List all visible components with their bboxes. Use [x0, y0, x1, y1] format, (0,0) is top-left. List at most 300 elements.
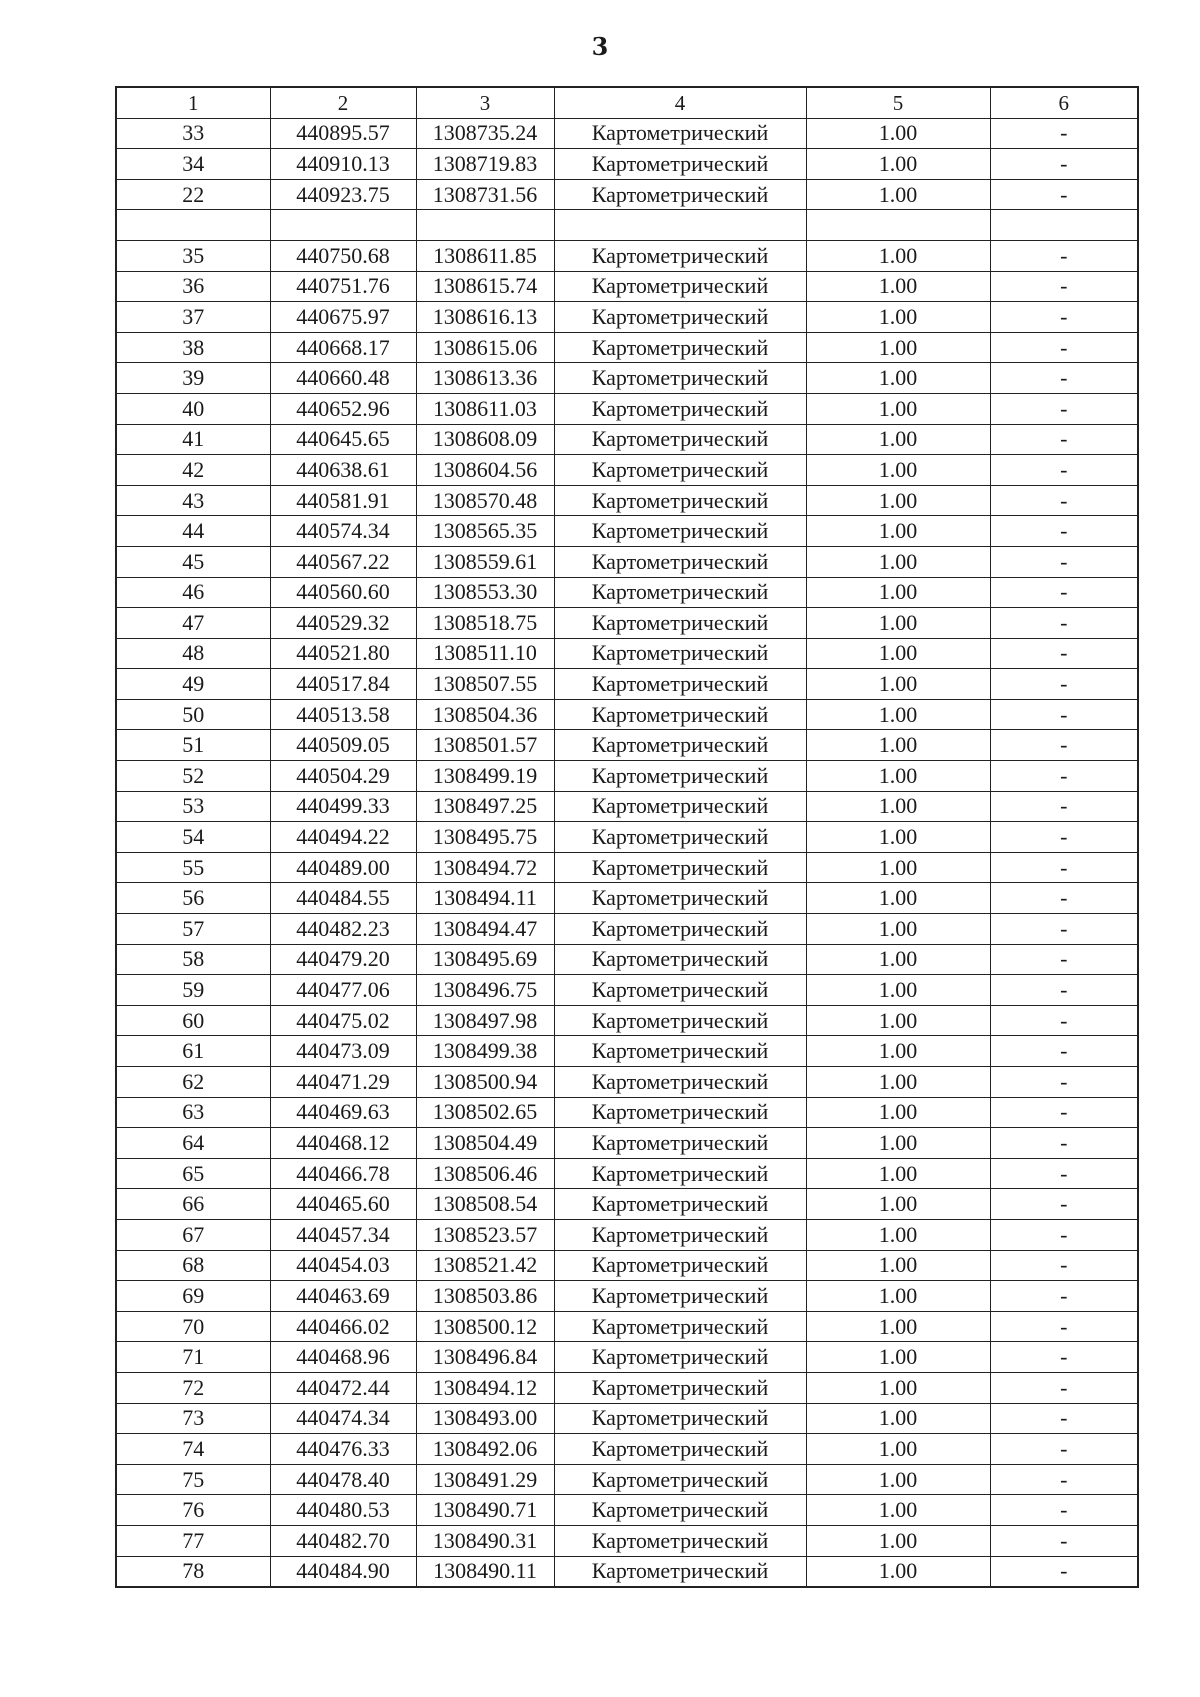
point-number-cell: 75	[116, 1464, 270, 1495]
point-number-cell: 70	[116, 1311, 270, 1342]
accuracy-cell: 1.00	[806, 638, 990, 669]
point-number-cell: 36	[116, 271, 270, 302]
x-coordinate-cell: 440463.69	[270, 1281, 416, 1312]
table-row	[116, 210, 1138, 241]
y-coordinate-cell: 1308735.24	[416, 118, 554, 149]
table-row	[116, 791, 1138, 822]
point-number-cell: 51	[116, 730, 270, 761]
table-row	[116, 1403, 1138, 1434]
x-coordinate-cell: 440751.76	[270, 271, 416, 302]
accuracy-cell: 1.00	[806, 1281, 990, 1312]
method-cell: Картометрический	[554, 608, 806, 639]
method-cell: Картометрический	[554, 1556, 806, 1587]
y-coordinate-cell: 1308490.71	[416, 1495, 554, 1526]
x-coordinate-cell: 440499.33	[270, 791, 416, 822]
accuracy-cell: 1.00	[806, 608, 990, 639]
table-row	[116, 1158, 1138, 1189]
method-cell: Картометрический	[554, 1464, 806, 1495]
accuracy-cell: 1.00	[806, 944, 990, 975]
method-cell: Картометрический	[554, 424, 806, 455]
accuracy-cell: 1.00	[806, 118, 990, 149]
column-header-3: 3	[416, 87, 554, 118]
point-number-cell: 39	[116, 363, 270, 394]
x-coordinate-cell: 440517.84	[270, 669, 416, 700]
y-coordinate-cell: 1308507.55	[416, 669, 554, 700]
method-cell: Картометрический	[554, 1005, 806, 1036]
table-row	[116, 883, 1138, 914]
method-cell: Картометрический	[554, 852, 806, 883]
method-cell: Картометрический	[554, 791, 806, 822]
y-coordinate-cell: 1308497.25	[416, 791, 554, 822]
accuracy-cell: 1.00	[806, 1372, 990, 1403]
accuracy-cell: 1.00	[806, 1189, 990, 1220]
method-cell: Картометрический	[554, 1525, 806, 1556]
x-coordinate-cell: 440471.29	[270, 1067, 416, 1098]
point-number-cell: 41	[116, 424, 270, 455]
description-cell: -	[990, 1128, 1138, 1159]
table-row	[116, 699, 1138, 730]
method-cell	[554, 210, 806, 241]
x-coordinate-cell: 440529.32	[270, 608, 416, 639]
point-number-cell: 35	[116, 240, 270, 271]
point-number-cell: 55	[116, 852, 270, 883]
y-coordinate-cell: 1308719.83	[416, 149, 554, 180]
accuracy-cell: 1.00	[806, 149, 990, 180]
point-number-cell: 69	[116, 1281, 270, 1312]
description-cell: -	[990, 1525, 1138, 1556]
description-cell: -	[990, 577, 1138, 608]
x-coordinate-cell: 440475.02	[270, 1005, 416, 1036]
description-cell: -	[990, 240, 1138, 271]
table-row	[116, 240, 1138, 271]
description-cell: -	[990, 1464, 1138, 1495]
y-coordinate-cell	[416, 210, 554, 241]
point-number-cell: 48	[116, 638, 270, 669]
description-cell: -	[990, 791, 1138, 822]
method-cell: Картометрический	[554, 1219, 806, 1250]
table-row	[116, 516, 1138, 547]
y-coordinate-cell: 1308506.46	[416, 1158, 554, 1189]
x-coordinate-cell: 440494.22	[270, 822, 416, 853]
table-row	[116, 1434, 1138, 1465]
accuracy-cell: 1.00	[806, 1097, 990, 1128]
table-row	[116, 393, 1138, 424]
x-coordinate-cell: 440923.75	[270, 179, 416, 210]
column-header-5: 5	[806, 87, 990, 118]
accuracy-cell: 1.00	[806, 1036, 990, 1067]
x-coordinate-cell: 440473.09	[270, 1036, 416, 1067]
description-cell: -	[990, 699, 1138, 730]
x-coordinate-cell: 440480.53	[270, 1495, 416, 1526]
accuracy-cell: 1.00	[806, 852, 990, 883]
table-row	[116, 638, 1138, 669]
column-header-2: 2	[270, 87, 416, 118]
point-number-cell: 67	[116, 1219, 270, 1250]
table-row	[116, 975, 1138, 1006]
y-coordinate-cell: 1308494.47	[416, 914, 554, 945]
y-coordinate-cell: 1308503.86	[416, 1281, 554, 1312]
x-coordinate-cell: 440567.22	[270, 546, 416, 577]
description-cell: -	[990, 822, 1138, 853]
x-coordinate-cell: 440479.20	[270, 944, 416, 975]
point-number-cell: 65	[116, 1158, 270, 1189]
description-cell: -	[990, 608, 1138, 639]
table-row	[116, 149, 1138, 180]
method-cell: Картометрический	[554, 1281, 806, 1312]
accuracy-cell: 1.00	[806, 1495, 990, 1526]
method-cell: Картометрический	[554, 883, 806, 914]
y-coordinate-cell: 1308490.11	[416, 1556, 554, 1587]
description-cell: -	[990, 455, 1138, 486]
table-row	[116, 1556, 1138, 1587]
y-coordinate-cell: 1308616.13	[416, 302, 554, 333]
page-number: 3	[591, 32, 609, 61]
table-row	[116, 577, 1138, 608]
table-row	[116, 1067, 1138, 1098]
x-coordinate-cell: 440474.34	[270, 1403, 416, 1434]
method-cell: Картометрический	[554, 699, 806, 730]
column-header-6: 6	[990, 87, 1138, 118]
x-coordinate-cell: 440750.68	[270, 240, 416, 271]
description-cell: -	[990, 638, 1138, 669]
method-cell: Картометрический	[554, 149, 806, 180]
accuracy-cell: 1.00	[806, 1158, 990, 1189]
description-cell: -	[990, 1342, 1138, 1373]
table-row	[116, 1281, 1138, 1312]
x-coordinate-cell	[270, 210, 416, 241]
point-number-cell: 68	[116, 1250, 270, 1281]
y-coordinate-cell: 1308611.03	[416, 393, 554, 424]
point-number-cell: 49	[116, 669, 270, 700]
method-cell: Картометрический	[554, 975, 806, 1006]
point-number-cell: 53	[116, 791, 270, 822]
y-coordinate-cell: 1308495.75	[416, 822, 554, 853]
table-row	[116, 363, 1138, 394]
description-cell: -	[990, 393, 1138, 424]
x-coordinate-cell: 440660.48	[270, 363, 416, 394]
point-number-cell: 78	[116, 1556, 270, 1587]
y-coordinate-cell: 1308615.06	[416, 332, 554, 363]
x-coordinate-cell: 440468.12	[270, 1128, 416, 1159]
accuracy-cell: 1.00	[806, 455, 990, 486]
description-cell: -	[990, 883, 1138, 914]
accuracy-cell	[806, 210, 990, 241]
table-row	[116, 179, 1138, 210]
method-cell: Картометрический	[554, 1097, 806, 1128]
description-cell	[990, 210, 1138, 241]
description-cell: -	[990, 669, 1138, 700]
description-cell: -	[990, 149, 1138, 180]
x-coordinate-cell: 440468.96	[270, 1342, 416, 1373]
table-row	[116, 1525, 1138, 1556]
table-row	[116, 761, 1138, 792]
x-coordinate-cell: 440675.97	[270, 302, 416, 333]
method-cell: Картометрический	[554, 1403, 806, 1434]
y-coordinate-cell: 1308731.56	[416, 179, 554, 210]
method-cell: Картометрический	[554, 1036, 806, 1067]
description-cell: -	[990, 1067, 1138, 1098]
table-row	[116, 1097, 1138, 1128]
y-coordinate-cell: 1308500.12	[416, 1311, 554, 1342]
y-coordinate-cell: 1308494.12	[416, 1372, 554, 1403]
table-row	[116, 1036, 1138, 1067]
y-coordinate-cell: 1308570.48	[416, 485, 554, 516]
x-coordinate-cell: 440476.33	[270, 1434, 416, 1465]
accuracy-cell: 1.00	[806, 822, 990, 853]
method-cell: Картометрический	[554, 332, 806, 363]
y-coordinate-cell: 1308502.65	[416, 1097, 554, 1128]
accuracy-cell: 1.00	[806, 332, 990, 363]
table-row	[116, 669, 1138, 700]
y-coordinate-cell: 1308496.84	[416, 1342, 554, 1373]
point-number-cell: 72	[116, 1372, 270, 1403]
x-coordinate-cell: 440457.34	[270, 1219, 416, 1250]
description-cell: -	[990, 1434, 1138, 1465]
description-cell: -	[990, 1495, 1138, 1526]
accuracy-cell: 1.00	[806, 914, 990, 945]
y-coordinate-cell: 1308521.42	[416, 1250, 554, 1281]
description-cell: -	[990, 1403, 1138, 1434]
point-number-cell: 71	[116, 1342, 270, 1373]
accuracy-cell: 1.00	[806, 883, 990, 914]
description-cell: -	[990, 1250, 1138, 1281]
accuracy-cell: 1.00	[806, 1525, 990, 1556]
accuracy-cell: 1.00	[806, 302, 990, 333]
accuracy-cell: 1.00	[806, 1311, 990, 1342]
method-cell: Картометрический	[554, 516, 806, 547]
description-cell: -	[990, 730, 1138, 761]
y-coordinate-cell: 1308523.57	[416, 1219, 554, 1250]
x-coordinate-cell: 440581.91	[270, 485, 416, 516]
description-cell: -	[990, 1097, 1138, 1128]
point-number-cell: 60	[116, 1005, 270, 1036]
point-number-cell: 47	[116, 608, 270, 639]
accuracy-cell: 1.00	[806, 577, 990, 608]
accuracy-cell: 1.00	[806, 1434, 990, 1465]
y-coordinate-cell: 1308500.94	[416, 1067, 554, 1098]
method-cell: Картометрический	[554, 1495, 806, 1526]
x-coordinate-cell: 440910.13	[270, 149, 416, 180]
y-coordinate-cell: 1308499.19	[416, 761, 554, 792]
description-cell: -	[990, 485, 1138, 516]
table-row	[116, 424, 1138, 455]
y-coordinate-cell: 1308611.85	[416, 240, 554, 271]
x-coordinate-cell: 440482.23	[270, 914, 416, 945]
description-cell: -	[990, 424, 1138, 455]
description-cell: -	[990, 852, 1138, 883]
accuracy-cell: 1.00	[806, 1556, 990, 1587]
table-row	[116, 1372, 1138, 1403]
accuracy-cell: 1.00	[806, 975, 990, 1006]
table-row	[116, 1128, 1138, 1159]
method-cell: Картометрический	[554, 455, 806, 486]
description-cell: -	[990, 332, 1138, 363]
description-cell: -	[990, 516, 1138, 547]
table-row	[116, 1005, 1138, 1036]
accuracy-cell: 1.00	[806, 240, 990, 271]
x-coordinate-cell: 440465.60	[270, 1189, 416, 1220]
accuracy-cell: 1.00	[806, 271, 990, 302]
x-coordinate-cell: 440652.96	[270, 393, 416, 424]
point-number-cell: 59	[116, 975, 270, 1006]
accuracy-cell: 1.00	[806, 1403, 990, 1434]
y-coordinate-cell: 1308493.00	[416, 1403, 554, 1434]
y-coordinate-cell: 1308565.35	[416, 516, 554, 547]
accuracy-cell: 1.00	[806, 1005, 990, 1036]
point-number-cell: 64	[116, 1128, 270, 1159]
accuracy-cell: 1.00	[806, 1342, 990, 1373]
description-cell: -	[990, 914, 1138, 945]
y-coordinate-cell: 1308494.11	[416, 883, 554, 914]
point-number-cell	[116, 210, 270, 241]
description-cell: -	[990, 118, 1138, 149]
x-coordinate-cell: 440560.60	[270, 577, 416, 608]
accuracy-cell: 1.00	[806, 669, 990, 700]
method-cell: Картометрический	[554, 1067, 806, 1098]
y-coordinate-cell: 1308501.57	[416, 730, 554, 761]
method-cell: Картометрический	[554, 1250, 806, 1281]
description-cell: -	[990, 363, 1138, 394]
point-number-cell: 33	[116, 118, 270, 149]
accuracy-cell: 1.00	[806, 1128, 990, 1159]
x-coordinate-cell: 440895.57	[270, 118, 416, 149]
method-cell: Картометрический	[554, 118, 806, 149]
y-coordinate-cell: 1308613.36	[416, 363, 554, 394]
y-coordinate-cell: 1308499.38	[416, 1036, 554, 1067]
x-coordinate-cell: 440466.78	[270, 1158, 416, 1189]
header-row	[116, 87, 1138, 118]
x-coordinate-cell: 440482.70	[270, 1525, 416, 1556]
point-number-cell: 44	[116, 516, 270, 547]
description-cell: -	[990, 1036, 1138, 1067]
table-row	[116, 118, 1138, 149]
accuracy-cell: 1.00	[806, 485, 990, 516]
description-cell: -	[990, 302, 1138, 333]
accuracy-cell: 1.00	[806, 1219, 990, 1250]
accuracy-cell: 1.00	[806, 730, 990, 761]
point-number-cell: 66	[116, 1189, 270, 1220]
point-number-cell: 43	[116, 485, 270, 516]
x-coordinate-cell: 440521.80	[270, 638, 416, 669]
table-row	[116, 1495, 1138, 1526]
table-row	[116, 944, 1138, 975]
y-coordinate-cell: 1308496.75	[416, 975, 554, 1006]
point-number-cell: 73	[116, 1403, 270, 1434]
method-cell: Картометрический	[554, 363, 806, 394]
y-coordinate-cell: 1308518.75	[416, 608, 554, 639]
x-coordinate-cell: 440645.65	[270, 424, 416, 455]
point-number-cell: 22	[116, 179, 270, 210]
table-row	[116, 546, 1138, 577]
method-cell: Картометрический	[554, 271, 806, 302]
method-cell: Картометрический	[554, 1311, 806, 1342]
x-coordinate-cell: 440504.29	[270, 761, 416, 792]
description-cell: -	[990, 546, 1138, 577]
table-row	[116, 1189, 1138, 1220]
y-coordinate-cell: 1308559.61	[416, 546, 554, 577]
column-header-1: 1	[116, 87, 270, 118]
table-row	[116, 1219, 1138, 1250]
method-cell: Картометрический	[554, 1189, 806, 1220]
description-cell: -	[990, 1311, 1138, 1342]
method-cell: Картометрический	[554, 822, 806, 853]
x-coordinate-cell: 440478.40	[270, 1464, 416, 1495]
x-coordinate-cell: 440469.63	[270, 1097, 416, 1128]
y-coordinate-cell: 1308504.36	[416, 699, 554, 730]
accuracy-cell: 1.00	[806, 1067, 990, 1098]
point-number-cell: 63	[116, 1097, 270, 1128]
point-number-cell: 54	[116, 822, 270, 853]
x-coordinate-cell: 440638.61	[270, 455, 416, 486]
method-cell: Картометрический	[554, 914, 806, 945]
method-cell: Картометрический	[554, 1434, 806, 1465]
method-cell: Картометрический	[554, 302, 806, 333]
accuracy-cell: 1.00	[806, 546, 990, 577]
y-coordinate-cell: 1308494.72	[416, 852, 554, 883]
y-coordinate-cell: 1308604.56	[416, 455, 554, 486]
point-number-cell: 62	[116, 1067, 270, 1098]
method-cell: Картометрический	[554, 944, 806, 975]
table-row	[116, 1250, 1138, 1281]
table-row	[116, 302, 1138, 333]
description-cell: -	[990, 1556, 1138, 1587]
description-cell: -	[990, 1372, 1138, 1403]
x-coordinate-cell: 440472.44	[270, 1372, 416, 1403]
accuracy-cell: 1.00	[806, 761, 990, 792]
accuracy-cell: 1.00	[806, 393, 990, 424]
method-cell: Картометрический	[554, 393, 806, 424]
y-coordinate-cell: 1308608.09	[416, 424, 554, 455]
description-cell: -	[990, 761, 1138, 792]
table-row	[116, 852, 1138, 883]
accuracy-cell: 1.00	[806, 424, 990, 455]
y-coordinate-cell: 1308615.74	[416, 271, 554, 302]
description-cell: -	[990, 1158, 1138, 1189]
description-cell: -	[990, 1281, 1138, 1312]
y-coordinate-cell: 1308511.10	[416, 638, 554, 669]
coordinates-table	[115, 86, 1139, 1588]
column-header-4: 4	[554, 87, 806, 118]
y-coordinate-cell: 1308492.06	[416, 1434, 554, 1465]
description-cell: -	[990, 1005, 1138, 1036]
point-number-cell: 52	[116, 761, 270, 792]
y-coordinate-cell: 1308508.54	[416, 1189, 554, 1220]
y-coordinate-cell: 1308495.69	[416, 944, 554, 975]
x-coordinate-cell: 440513.58	[270, 699, 416, 730]
x-coordinate-cell: 440477.06	[270, 975, 416, 1006]
table-row	[116, 271, 1138, 302]
description-cell: -	[990, 944, 1138, 975]
accuracy-cell: 1.00	[806, 363, 990, 394]
table-row	[116, 608, 1138, 639]
method-cell: Картометрический	[554, 1128, 806, 1159]
x-coordinate-cell: 440668.17	[270, 332, 416, 363]
table-row	[116, 822, 1138, 853]
method-cell: Картометрический	[554, 1158, 806, 1189]
point-number-cell: 40	[116, 393, 270, 424]
method-cell: Картометрический	[554, 638, 806, 669]
point-number-cell: 37	[116, 302, 270, 333]
description-cell: -	[990, 271, 1138, 302]
y-coordinate-cell: 1308490.31	[416, 1525, 554, 1556]
point-number-cell: 61	[116, 1036, 270, 1067]
y-coordinate-cell: 1308504.49	[416, 1128, 554, 1159]
table-row	[116, 332, 1138, 363]
accuracy-cell: 1.00	[806, 1250, 990, 1281]
table-row	[116, 914, 1138, 945]
table-row	[116, 1464, 1138, 1495]
method-cell: Картометрический	[554, 240, 806, 271]
